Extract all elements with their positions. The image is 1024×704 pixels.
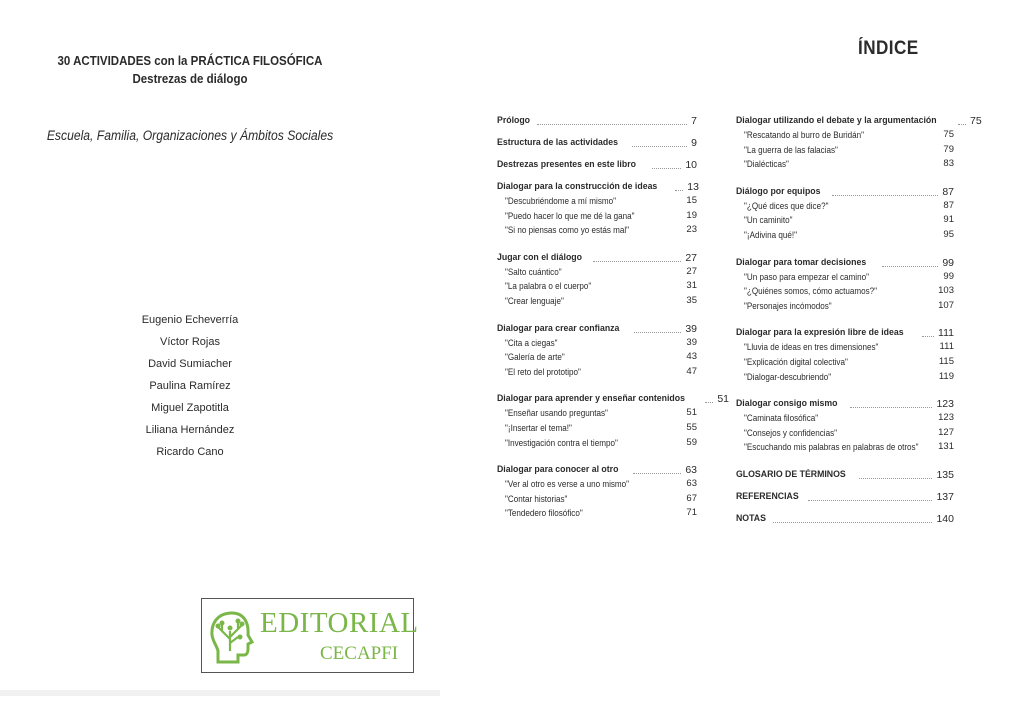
toc-leader-dots <box>593 261 681 262</box>
toc-section <box>497 455 697 526</box>
toc-section-entry[interactable] <box>736 177 954 199</box>
toc-activity-title: "Crear lenguaje" <box>505 295 564 306</box>
toc-activity-entry[interactable] <box>736 426 954 441</box>
toc-activity-page: 63 <box>686 478 697 490</box>
toc-activity-title: "Dialogar-descubriendo" <box>744 371 832 382</box>
toc-section-page: 135 <box>936 468 954 481</box>
toc-section <box>736 504 954 526</box>
toc-section <box>497 243 697 314</box>
toc-section <box>497 172 697 243</box>
toc-leader-dots <box>808 500 932 501</box>
toc-activity-entry[interactable] <box>497 194 697 209</box>
toc-section-entry[interactable] <box>497 455 697 477</box>
toc-section-page: 140 <box>936 512 954 525</box>
toc-activity-entry[interactable] <box>736 284 954 299</box>
toc-section-title: GLOSARIO DE TÉRMINOS <box>736 468 846 480</box>
toc-activity-title: "Personajes incómodos" <box>744 300 832 311</box>
toc-activity-page: 43 <box>686 351 697 363</box>
toc-activity-page: 115 <box>938 355 954 367</box>
toc-section-page: 123 <box>936 398 954 411</box>
toc-activity-title: "¡Adivina qué!" <box>744 229 797 240</box>
toc-section-title: Dialogar consigo mismo <box>736 398 838 410</box>
toc-activity-page: 127 <box>938 426 954 438</box>
toc-section-entry[interactable] <box>736 106 982 128</box>
toc-section <box>736 460 954 482</box>
toc-section-title: Diálogo por equipos <box>736 185 821 197</box>
author-name: David Sumiacher <box>148 358 232 370</box>
toc-section-title: REFERENCIAS <box>736 490 799 502</box>
toc-activity-page: 99 <box>943 270 954 282</box>
toc-activity-entry[interactable] <box>736 270 954 285</box>
toc-activity-title: "Salto cuántico" <box>505 266 562 277</box>
toc-activity-entry[interactable] <box>736 143 954 158</box>
toc-activity-title: "Si no piensas como yo estás mal" <box>505 225 630 236</box>
toc-section-entry[interactable] <box>736 389 954 411</box>
toc-activity-entry[interactable] <box>497 223 697 238</box>
toc-activity-entry[interactable] <box>497 279 697 294</box>
toc-section <box>497 106 697 128</box>
toc-activity-entry[interactable] <box>497 209 697 224</box>
toc-leader-dots <box>832 195 938 196</box>
toc-section-title: Dialogar para crear confianza <box>497 322 620 334</box>
toc-activity-entry[interactable] <box>497 336 697 351</box>
toc-activity-entry[interactable] <box>736 213 954 228</box>
toc-activity-entry[interactable] <box>736 340 954 355</box>
toc-activity-page: 91 <box>943 214 954 226</box>
toc-section-page: 63 <box>685 464 697 477</box>
toc-leader-dots <box>652 168 681 169</box>
toc-activity-page: 59 <box>686 436 697 448</box>
toc-activity-title: "Puedo hacer lo que me dé la gana" <box>505 210 635 221</box>
toc-section-title: Prólogo <box>497 115 531 126</box>
toc-activity-page: 15 <box>686 195 697 206</box>
logo-text-cecapfi: CECAPFI <box>320 643 399 664</box>
toc-section-title: Dialogar para la construcción de ideas <box>497 181 658 192</box>
toc-section-page: 27 <box>685 251 697 264</box>
author-name: Víctor Rojas <box>160 336 220 348</box>
toc-section-page: 7 <box>691 115 697 127</box>
toc-activity-entry[interactable] <box>497 506 697 521</box>
toc-activity-page: 75 <box>943 129 954 140</box>
toc-activity-entry[interactable] <box>497 350 697 365</box>
toc-activity-entry[interactable] <box>736 128 954 143</box>
toc-activity-entry[interactable] <box>736 157 954 172</box>
toc-column-2 <box>736 106 982 526</box>
toc-leader-dots <box>859 478 932 479</box>
author-name: Liliana Hernández <box>145 424 235 436</box>
toc-activity-entry[interactable] <box>736 355 954 370</box>
toc-activity-title: "La palabra o el cuerpo" <box>505 281 592 292</box>
toc-section-entry[interactable] <box>497 106 697 128</box>
toc-activity-entry[interactable] <box>497 421 697 436</box>
toc-section <box>736 106 982 177</box>
toc-section-page: 10 <box>685 159 697 171</box>
author-list <box>110 311 270 465</box>
toc-leader-dots <box>922 336 934 337</box>
toc-activity-entry[interactable] <box>497 265 697 280</box>
toc-section-title: Jugar con el diálogo <box>497 251 582 263</box>
toc-activity-entry[interactable] <box>497 436 697 451</box>
toc-activity-entry[interactable] <box>736 370 954 385</box>
toc-activity-title: "El reto del prototipo" <box>505 366 581 377</box>
toc-activity-entry[interactable] <box>736 299 954 314</box>
toc-section-title: Dialogar para tomar decisiones <box>736 256 867 268</box>
toc-section-entry[interactable] <box>736 482 954 504</box>
toc-activity-title: "La guerra de las falacias" <box>744 144 838 155</box>
toc-activity-page: 67 <box>686 492 697 504</box>
book-subtitle: Escuela, Familia, Organizaciones y Ámbitos Sociales <box>46 128 334 143</box>
toc-activity-page: 131 <box>938 441 954 453</box>
toc-activity-entry[interactable] <box>497 406 697 421</box>
toc-section-page: 99 <box>942 256 954 269</box>
author-name: Miguel Zapotitla <box>151 402 229 414</box>
book-title-line1: 30 ACTIVIDADES con la PRÁCTICA FILOSÓFICA <box>57 54 323 68</box>
toc-section-page: 51 <box>717 393 730 406</box>
toc-section-page: 75 <box>970 115 982 127</box>
toc-leader-dots <box>773 522 933 523</box>
toc-section <box>736 482 954 504</box>
toc-activity-title: "Rescatando al burro de Buridán" <box>744 130 865 140</box>
toc-section <box>736 177 954 248</box>
toc-section-page: 87 <box>942 185 954 198</box>
toc-activity-page: 51 <box>686 407 697 419</box>
toc-activity-page: 83 <box>943 158 954 170</box>
toc-activity-page: 103 <box>938 285 954 297</box>
toc-section-entry[interactable] <box>736 504 954 526</box>
toc-activity-title: "Tendedero filosófico" <box>505 508 583 519</box>
toc-section-page: 39 <box>685 322 697 335</box>
toc-activity-title: "Cita a ciegas" <box>505 337 558 348</box>
toc-activity-page: 35 <box>686 294 697 306</box>
toc-activity-title: "Lluvia de ideas en tres dimensiones" <box>744 342 879 353</box>
toc-section-title: Dialogar para aprender y enseñar contenidos <box>497 393 685 405</box>
author-name: Ricardo Cano <box>156 446 224 458</box>
toc-section-entry[interactable] <box>497 128 697 150</box>
toc-activity-title: "Dialécticas" <box>744 159 789 170</box>
index-title: ÍNDICE <box>858 38 919 59</box>
toc-section-page: 9 <box>691 137 697 149</box>
toc-section-entry[interactable] <box>497 243 697 265</box>
toc-activity-entry[interactable] <box>497 477 697 492</box>
toc-section-entry[interactable] <box>497 384 730 406</box>
toc-activity-title: "¿Quiénes somos, cómo actuamos?" <box>744 286 878 297</box>
toc-activity-page: 23 <box>686 224 697 236</box>
toc-activity-entry[interactable] <box>736 440 954 455</box>
toc-activity-entry[interactable] <box>497 294 697 309</box>
toc-activity-page: 19 <box>686 209 697 221</box>
toc-leader-dots <box>705 402 713 403</box>
toc-section-entry[interactable] <box>736 318 954 340</box>
toc-activity-page: 95 <box>943 228 954 240</box>
toc-activity-page: 27 <box>686 265 697 277</box>
toc-section <box>736 248 954 319</box>
toc-activity-title: "Un caminito" <box>744 215 793 226</box>
toc-column-1 <box>497 106 730 526</box>
toc-activity-title: "Descubriéndome a mí mismo" <box>505 196 617 206</box>
toc-leader-dots <box>958 124 966 125</box>
toc-section <box>497 128 697 150</box>
toc-section-page: 13 <box>687 181 699 193</box>
toc-activity-title: "¡Insertar el tema!" <box>505 422 572 433</box>
toc-activity-page: 107 <box>938 299 954 311</box>
head-tree-icon <box>208 609 256 665</box>
toc-section <box>497 384 730 455</box>
toc-activity-page: 119 <box>938 370 954 382</box>
toc-activity-entry[interactable] <box>736 228 954 243</box>
page-bottom-shadow <box>0 690 440 696</box>
toc-activity-entry[interactable] <box>736 199 954 214</box>
toc-activity-page: 39 <box>686 336 697 348</box>
toc-activity-page: 123 <box>938 412 954 424</box>
toc-activity-title: "Galería de arte" <box>505 352 565 363</box>
toc-section-title: Estructura de las actividades <box>497 137 618 148</box>
toc-section-title: Dialogar para conocer al otro <box>497 464 619 476</box>
toc-leader-dots <box>675 190 683 191</box>
toc-activity-title: "Contar historias" <box>505 493 568 504</box>
toc-section-entry[interactable] <box>736 248 954 270</box>
toc-activity-page: 55 <box>686 421 697 433</box>
toc-section <box>736 389 954 460</box>
toc-activity-page: 87 <box>943 199 954 211</box>
toc-section-entry[interactable] <box>736 460 954 482</box>
toc-section-entry[interactable] <box>497 172 697 194</box>
toc-section-page: 137 <box>936 490 954 503</box>
toc-activity-page: 31 <box>686 280 697 292</box>
toc-activity-title: "Explicación digital colectiva" <box>744 356 848 367</box>
toc-section <box>736 318 954 389</box>
toc-activity-page: 79 <box>943 143 954 155</box>
toc-section-title: Destrezas presentes en este libro <box>497 159 636 170</box>
toc-activity-title: "¿Qué dices que dice?" <box>744 200 829 211</box>
toc-leader-dots <box>537 124 687 125</box>
book-title-line2: Destrezas de diálogo <box>132 72 248 86</box>
toc-activity-page: 47 <box>686 365 697 377</box>
toc-section-entry[interactable] <box>497 150 697 172</box>
toc-activity-entry[interactable] <box>736 411 954 426</box>
toc-activity-title: "Ver al otro es verse a uno mismo" <box>505 479 630 490</box>
toc-activity-page: 111 <box>939 341 954 353</box>
logo-text-editorial: EDITORIAL <box>260 607 419 639</box>
toc-section-title: Dialogar para la expresión libre de ideas <box>736 327 904 339</box>
toc-section-entry[interactable] <box>497 314 697 336</box>
toc-leader-dots <box>633 473 681 474</box>
toc-activity-entry[interactable] <box>497 492 697 507</box>
author-name: Paulina Ramírez <box>149 380 231 392</box>
left-page <box>0 0 440 704</box>
toc-activity-title: "Escuchando mis palabras en palabras de otros" <box>744 442 919 453</box>
toc-activity-title: "Caminata filosófica" <box>744 413 819 424</box>
toc-activity-title: "Investigación contra el tiempo" <box>505 437 618 448</box>
toc-leader-dots <box>634 332 681 333</box>
toc-leader-dots <box>632 146 687 147</box>
toc-activity-title: "Consejos y confidencias" <box>744 427 838 438</box>
toc-section <box>497 150 697 172</box>
toc-leader-dots <box>882 266 939 267</box>
book-title <box>52 52 328 88</box>
toc-section-page: 111 <box>938 327 954 340</box>
toc-activity-title: "Enseñar usando preguntas" <box>505 408 608 419</box>
toc-section-title: NOTAS <box>736 512 766 524</box>
toc-activity-entry[interactable] <box>497 365 697 380</box>
toc-activity-title: "Un paso para empezar el camino" <box>744 271 869 282</box>
toc-activity-page: 71 <box>686 507 697 519</box>
toc-section <box>497 314 697 385</box>
toc-section-title: Dialogar utilizando el debate y la argumentación <box>736 115 937 126</box>
publisher-logo <box>201 598 419 673</box>
author-name: Eugenio Echeverría <box>141 314 239 326</box>
toc-leader-dots <box>850 407 932 408</box>
toc-gap <box>497 521 697 526</box>
